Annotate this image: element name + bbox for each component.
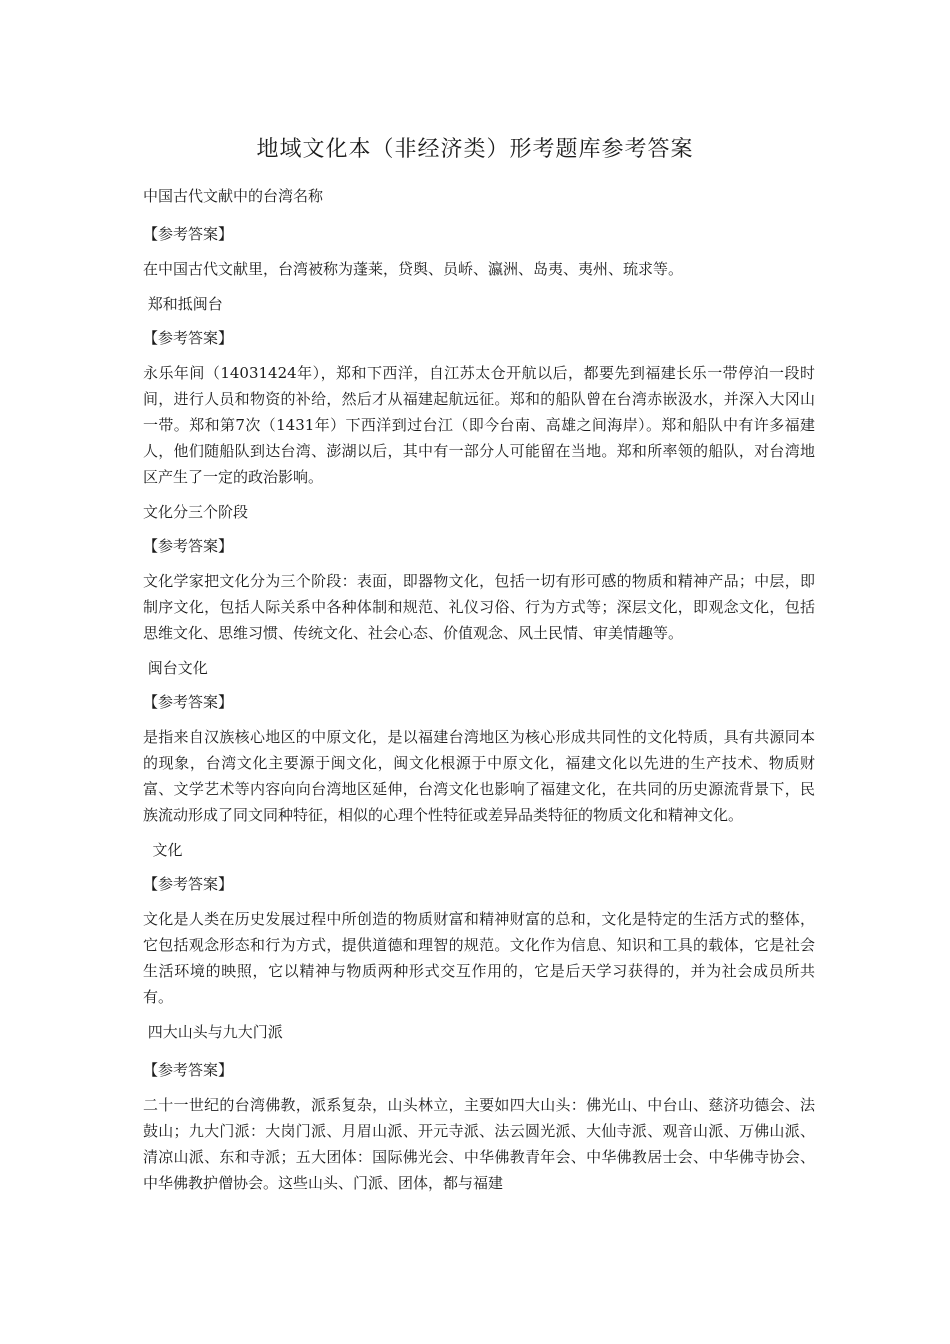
answer-label: 【参考答案】 [143,1061,234,1079]
answer-text: 在中国古代文献里，台湾被称为蓬莱，贷舆、员峤、瀛洲、岛夷、夷州、琉求等。 [143,260,684,278]
section-heading: 闽台文化 [143,659,208,677]
answer-text: 文化是人类在历史发展过程中所创造的物质财富和精神财富的总和，文化是特定的生活方式的整体，它包括观念形态和行为方式，提供道德和理智的规范。文化作为信息、知识和工具的载体，它是社会生活环境的映照，它以精神与物质两种形式交互作用的，它是后天学习获得的，并为社会成员所共有。 [143,910,815,1006]
answer-text: 文化学家把文化分为三个阶段：表面，即器物文化，包括一切有形可感的物质和精神产品；中层，即制序文化，包括人际关系中各种体制和规范、礼仪习俗、行为方式等；深层文化，即观念文化，包括思维文化、思维习惯、传统文化、社会心态、价值观念、风土民情、审美情趣等。 [143,572,815,642]
answer-label: 【参考答案】 [143,693,234,711]
document-body [143,184,815,1196]
answer-label: 【参考答案】 [143,537,234,555]
answer-label: 【参考答案】 [143,225,234,243]
answer-text: 是指来自汉族核心地区的中原文化，是以福建台湾地区为核心形成共同性的文化特质，具有共源同本的现象，台湾文化主要源于闽文化，闽文化根源于中原文化，福建文化以先进的生产技术、物质财富、文学艺术等内容向向台湾地区延伸，台湾文化也影响了福建文化，在共同的历史源流背景下，民族流动形成了同文同种特征，相似的心理个性特征或差异品类特征的物质文化和精神文化。 [143,728,815,824]
answer-text: 二十一世纪的台湾佛教，派系复杂，山头林立，主要如四大山头：佛光山、中台山、慈济功德会、法鼓山；九大门派：大岗门派、月眉山派、开元寺派、法云圆光派、大仙寺派、观音山派、万佛山派、清凉山派、东和寺派；五大团体：国际佛光会、中华佛教青年会、中华佛教居士会、中华佛寺协会、中华佛教护僧协会。这些山头、门派、团体，都与福建 [143,1096,815,1192]
answer-text: 永乐年间（14031424年），郑和下西洋，自江苏太仓开航以后，都要先到福建长乐一带停泊一段时间，进行人员和物资的补给，然后才从福建起航远征。郑和的船队曾在台湾赤嵌汲水，并深入大冈山一带。郑和第7次（1431年）下西洋到过台江（即今台南、高雄之间海岸）。郑和船队中有许多福建人，他们随船队到达台湾、澎湖以后，其中有一部分人可能留在当地。郑和所率领的船队，对台湾地区产生了一定的政治影响。 [143,364,815,486]
section-heading: 文化分三个阶段 [143,503,249,521]
answer-label: 【参考答案】 [143,875,234,893]
answer-label: 【参考答案】 [143,329,234,347]
section-heading: 郑和抵闽台 [143,295,223,313]
section-heading: 中国古代文献中的台湾名称 [143,187,324,205]
section-heading: 文化 [143,841,183,859]
document-title: 地域文化本（非经济类）形考题库参考答案 [256,137,694,162]
section-heading: 四大山头与九大门派 [143,1023,283,1041]
